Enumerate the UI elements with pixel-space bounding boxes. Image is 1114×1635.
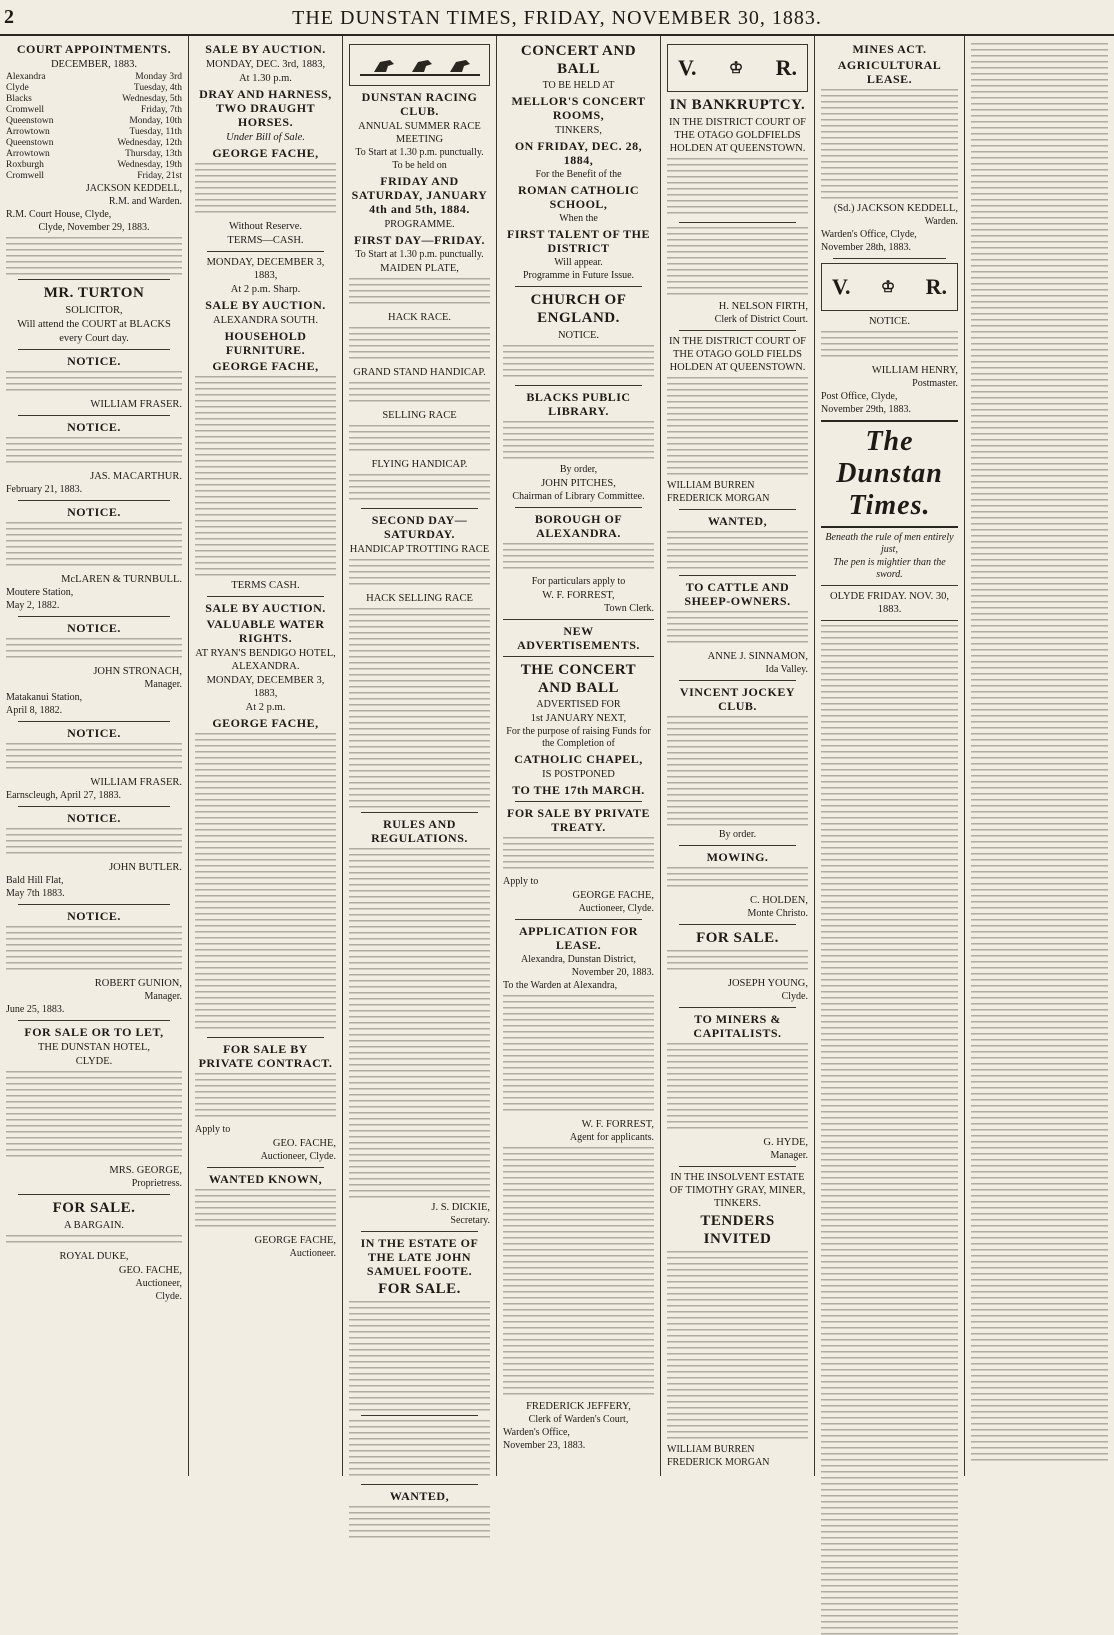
borough-apply: For particulars apply to xyxy=(531,576,626,587)
appointments-date: Clyde, November 29, 1883. xyxy=(38,222,150,233)
turton-line: Will attend the COURT at BLACKS xyxy=(17,319,171,330)
notice-date: Earnscleugh, April 27, 1883. xyxy=(6,790,121,801)
hotel-name: THE DUNSTAN HOTEL, xyxy=(37,1042,151,1053)
auction-body xyxy=(195,163,336,217)
royal-crest-icon: ♔ xyxy=(728,60,744,77)
hotel-signature: MRS. GEORGE, xyxy=(109,1165,182,1176)
library-by-order: By order, xyxy=(559,464,598,475)
miners-signature: G. HYDE, xyxy=(763,1137,808,1148)
horse-race-icon xyxy=(360,50,480,80)
agri-place: Warden's Office, Clyde, xyxy=(821,229,917,240)
secretary-title: Secretary. xyxy=(450,1215,490,1226)
turton-title: SOLICITOR, xyxy=(65,305,123,316)
vr-right: R. xyxy=(775,55,797,80)
appointments-signature-title: R.M. and Warden. xyxy=(108,196,182,207)
appointment-date: Wednesday, 5th xyxy=(122,94,182,104)
wanted-heading: WANTED, xyxy=(389,1489,450,1503)
church-body xyxy=(503,345,654,381)
forsale-signature: GEO. FACHE, xyxy=(118,1265,182,1276)
auction-place: ALEXANDRA SOUTH. xyxy=(213,315,318,326)
auction-subtitle: Under Bill of Sale. xyxy=(226,132,305,143)
jockey-body xyxy=(667,716,808,826)
private-treaty-body xyxy=(503,837,654,873)
insolvent-heading: IN THE INSOLVENT ESTATE OF TIMOTHY GRAY, MINER, TINKERS. xyxy=(669,1172,806,1209)
column-2 xyxy=(188,36,342,1476)
notice-body xyxy=(6,926,182,974)
notice-place: Bald Hill Flat, xyxy=(6,875,64,886)
library-body xyxy=(503,421,654,461)
bankruptcy2-court: IN THE DISTRICT COURT OF THE OTAGO GOLD FIELDS HOLDEN AT QUEENSTOWN. xyxy=(668,336,807,373)
lease-to: To the Warden at Alexandra, xyxy=(503,980,618,991)
race-day-2: SECOND DAY—SATURDAY. xyxy=(371,513,468,541)
wanted-body xyxy=(195,1189,336,1231)
vr-signature-title: Postmaster. xyxy=(912,378,958,389)
appointment-row xyxy=(6,160,182,171)
hotel-signature-title: Proprietress. xyxy=(131,1178,182,1189)
race-start-time: To Start at 1.30 p.m. punctually. xyxy=(355,249,484,260)
notice-body xyxy=(6,371,182,395)
auction-cash: TERMS—CASH. xyxy=(227,235,304,246)
appointment-row xyxy=(6,105,182,116)
race-event-body xyxy=(349,425,490,455)
notice-place: Moutere Station, xyxy=(6,587,74,598)
jockey-heading: VINCENT JOCKEY CLUB. xyxy=(679,685,796,713)
concert2-new-date: TO THE 17th MARCH. xyxy=(512,783,645,797)
notice-date: February 21, 1883. xyxy=(6,484,83,495)
auction-terms: TERMS CASH. xyxy=(231,580,300,591)
race-event: HACK SELLING RACE xyxy=(366,593,473,604)
appointment-row xyxy=(6,138,182,149)
creditors-signature-2: FREDERICK MORGAN xyxy=(667,493,770,504)
notice-signature: ROBERT GUNION, xyxy=(94,978,182,989)
appointment-row xyxy=(6,171,182,182)
race-event-body xyxy=(349,559,490,589)
race-held-on: To be held on xyxy=(392,160,447,171)
race-event-body xyxy=(349,382,490,406)
mines-heading: MINES ACT. xyxy=(852,42,927,56)
race-event: HANDICAP TROTTING RACE xyxy=(349,544,490,555)
appointments-place: R.M. Court House, Clyde, xyxy=(6,209,112,220)
mowing-place: Monte Christo. xyxy=(747,908,808,919)
lease-body xyxy=(503,995,654,1115)
royal-crest-box xyxy=(667,44,808,92)
auction-date: MONDAY, DEC. 3rd, 1883, xyxy=(205,59,326,70)
agri-heading: AGRICULTURAL LEASE. xyxy=(837,58,942,86)
wanted-body xyxy=(349,1506,490,1542)
lease-place: Alexandra, Dunstan District, xyxy=(521,954,636,965)
auction-time: At 2 p.m. xyxy=(245,702,286,713)
concert2-heading: THE CONCERT AND BALL xyxy=(520,662,637,696)
appointment-place: Alexandra xyxy=(6,72,46,82)
editorial-body xyxy=(821,625,958,1635)
notice-place: Matakanui Station, xyxy=(6,692,83,703)
paper-motto: Beneath the rule of men entirely just, xyxy=(825,532,954,555)
cattle-signature: ANNE J. SINNAMON, xyxy=(707,651,808,662)
notice-title: Manager. xyxy=(144,991,182,1002)
rules-body xyxy=(349,848,490,1198)
new-ads-heading: NEW ADVERTISEMENTS. xyxy=(517,624,640,652)
auction-terms: Without Reserve. xyxy=(228,221,303,232)
private-treaty-apply: Apply to xyxy=(503,876,539,887)
bankruptcy-body xyxy=(667,158,808,218)
notice-heading: NOTICE. xyxy=(67,354,121,368)
private-treaty-heading: FOR SALE BY PRIVATE TREATY. xyxy=(507,806,650,834)
concert2-purpose: For the purpose of raising Funds for the Completion of xyxy=(506,726,651,749)
private-treaty-signature: GEORGE FACHE, xyxy=(572,890,654,901)
appointments-note xyxy=(6,237,182,275)
forsale-heading: FOR SALE. xyxy=(696,930,779,946)
rules-heading: RULES AND REGULATIONS. xyxy=(371,817,468,845)
notice-heading: NOTICE. xyxy=(67,726,121,740)
concert2-advertised: ADVERTISED FOR xyxy=(536,699,621,710)
bankruptcy-signature-title: Clerk of District Court. xyxy=(714,314,808,325)
column-1 xyxy=(0,36,188,1476)
forsale-place: Clyde. xyxy=(155,1291,182,1302)
vr-notice-heading: NOTICE. xyxy=(868,316,911,327)
vr-notice-body xyxy=(821,331,958,361)
agri-date: November 28th, 1883. xyxy=(821,242,911,253)
private-treaty-signature-title: Auctioneer, Clyde. xyxy=(578,903,654,914)
vr-signature: WILLIAM HENRY, xyxy=(871,365,958,376)
race-start-time: To Start at 1.30 p.m. punctually. xyxy=(355,147,484,158)
auctioneer-name: GEORGE FACHE, xyxy=(212,146,319,160)
auction-body xyxy=(195,733,336,1033)
appointment-row xyxy=(6,116,182,127)
appointment-row xyxy=(6,83,182,94)
jockey-by-order: By order. xyxy=(718,829,757,840)
miners-signature-title: Manager. xyxy=(770,1150,808,1161)
concert-date: ON FRIDAY, DEC. 28, 1884, xyxy=(514,139,643,167)
notice-heading: NOTICE. xyxy=(67,420,121,434)
appointment-place: Queenstown xyxy=(6,116,54,126)
lease-date: November 20, 1883. xyxy=(571,967,654,978)
notice-body xyxy=(349,1420,490,1480)
concert-place: TINKERS, xyxy=(555,125,602,136)
agri-signature-title: Warden. xyxy=(924,216,958,227)
appointment-date: Monday, 10th xyxy=(129,116,182,126)
bankruptcy-heading: IN BANKRUPTCY. xyxy=(669,97,806,113)
agri-body xyxy=(821,89,958,199)
concert2-chapel: CATHOLIC CHAPEL, xyxy=(514,752,643,766)
concert-benefit: For the Benefit of the xyxy=(535,169,622,180)
appointment-date: Tuesday, 4th xyxy=(133,83,182,93)
mowing-body xyxy=(667,867,808,891)
forsale-heading: FOR SALE. xyxy=(52,1200,136,1216)
notice-heading: NOTICE. xyxy=(67,811,121,825)
royal-crest-icon: ♔ xyxy=(880,279,896,296)
notice-body xyxy=(6,743,182,773)
tenders-heading: TENDERS INVITED xyxy=(700,1213,775,1247)
vr-place: Post Office, Clyde, xyxy=(821,391,898,402)
borough-body xyxy=(503,543,654,573)
auction-date: MONDAY, DECEMBER 3, 1883, xyxy=(206,257,325,281)
private-sale-heading: FOR SALE BY PRIVATE CONTRACT. xyxy=(198,1042,333,1070)
appointment-row xyxy=(6,94,182,105)
secretary-name: J. S. DICKIE, xyxy=(431,1202,490,1213)
auctioneer-name: GEORGE FACHE, xyxy=(212,716,319,730)
notice-signature: JOHN STRONACH, xyxy=(93,666,182,677)
race-club-title: DUNSTAN RACING CLUB. xyxy=(361,90,478,118)
library-heading: BLACKS PUBLIC LIBRARY. xyxy=(526,390,631,418)
turton-heading: MR. TURTON xyxy=(43,285,145,301)
appointment-date: Friday, 21st xyxy=(137,171,182,181)
concert2-postponed: IS POSTPONED xyxy=(542,769,615,780)
page-title: THE DUNSTAN TIMES, FRIDAY, NOVEMBER 30, 1883. xyxy=(292,7,822,29)
race-event: MAIDEN PLATE, xyxy=(380,263,459,274)
forsale-signature-title: Auctioneer, xyxy=(135,1278,182,1289)
race-subtitle: ANNUAL SUMMER RACE MEETING xyxy=(358,121,481,145)
vr-date: November 29th, 1883. xyxy=(821,404,911,415)
mowing-signature: C. HOLDEN, xyxy=(749,895,808,906)
appointment-place: Cromwell xyxy=(6,171,44,181)
concert-talent: FIRST TALENT OF THE DISTRICT xyxy=(507,227,650,255)
notice-signature: McLAREN & TURNBULL. xyxy=(61,574,182,585)
notice-body xyxy=(6,828,182,858)
race-event: GRAND STAND HANDICAP. xyxy=(353,367,486,378)
column-7 xyxy=(964,36,1114,1476)
bankruptcy-notice-body xyxy=(667,227,808,297)
notice-signature: JAS. MACARTHUR. xyxy=(90,471,182,482)
agri-signature: (Sd.) JACKSON KEDDELL, xyxy=(833,203,958,214)
appointment-place: Arrowtown xyxy=(6,149,50,159)
miners-body xyxy=(667,1043,808,1133)
editorial-dateline: OLYDE FRIDAY. NOV. 30, 1883. xyxy=(830,591,949,615)
private-sale-signature-title: Auctioneer, Clyde. xyxy=(260,1151,336,1162)
auction-title: VALUABLE WATER RIGHTS. xyxy=(206,617,325,645)
notice-date: May 7th 1883. xyxy=(6,888,65,899)
borough-signature-title: Town Clerk. xyxy=(604,603,654,614)
notice-date: May 2, 1882. xyxy=(6,600,60,611)
notice-body xyxy=(6,437,182,467)
appointment-place: Arrowtown xyxy=(6,127,50,137)
lease2-date: November 23, 1883. xyxy=(503,1440,586,1451)
auction-heading: SALE BY AUCTION. xyxy=(205,42,326,56)
auction-place: AT RYAN'S BENDIGO HOTEL, ALEXANDRA. xyxy=(195,648,336,672)
race-day-1: FIRST DAY—FRIDAY. xyxy=(354,233,485,247)
private-sale-signature: GEO. FACHE, xyxy=(272,1138,336,1149)
race-dates: FRIDAY AND SATURDAY, JANUARY 4th and 5th, 1884. xyxy=(351,174,488,216)
race-programme: PROGRAMME. xyxy=(384,219,455,230)
notice-body xyxy=(6,638,182,662)
estate-forsale-heading: FOR SALE. xyxy=(378,1281,461,1297)
forsale-body xyxy=(6,1235,182,1247)
notice-heading: NOTICE. xyxy=(67,621,121,635)
paper-name: The Dunstan Times. xyxy=(836,426,943,521)
miners-heading: TO MINERS & CAPITALISTS. xyxy=(693,1012,782,1040)
race-event: FLYING HANDICAP. xyxy=(371,459,468,470)
column-3 xyxy=(342,36,496,1503)
forsale-place: Clyde. xyxy=(781,991,808,1002)
editorial-body-continued xyxy=(971,43,1108,1463)
wanted-signature: GEORGE FACHE, xyxy=(254,1235,336,1246)
notice-heading: NOTICE. xyxy=(67,505,121,519)
appointments-signature: JACKSON KEDDELL, xyxy=(85,183,182,194)
hotel-heading: FOR SALE OR TO LET, xyxy=(24,1025,164,1039)
appointments-list xyxy=(6,72,182,182)
creditors-signature-1: WILLIAM BURREN xyxy=(667,480,755,491)
concert-when: When the xyxy=(559,213,598,224)
turton-line-2: every Court day. xyxy=(59,333,129,344)
vr-right: R. xyxy=(925,274,947,299)
borough-heading: BOROUGH OF ALEXANDRA. xyxy=(534,512,623,540)
appointment-date: Monday 3rd xyxy=(135,72,182,82)
forsale-signature: JOSEPH YOUNG, xyxy=(727,978,808,989)
paper-motto-2: The pen is mightier than the sword. xyxy=(833,557,946,580)
library-signature-title: Chairman of Library Committee. xyxy=(512,491,645,502)
appointment-date: Wednesday, 12th xyxy=(117,138,182,148)
race-event: HACK RACE. xyxy=(387,312,451,323)
appointment-place: Roxburgh xyxy=(6,160,44,170)
estate-body xyxy=(349,1301,490,1411)
column-6 xyxy=(814,36,964,1476)
forsale-item: ROYAL DUKE, xyxy=(59,1251,129,1262)
estate-heading: IN THE ESTATE OF THE LATE JOHN SAMUEL FOOTE. xyxy=(360,1236,479,1278)
concert-programme: Programme in Future Issue. xyxy=(522,270,635,281)
appointment-date: Tuesday, 11th xyxy=(129,127,182,137)
auction-title: DRAY AND HARNESS, TWO DRAUGHT HORSES. xyxy=(199,87,332,129)
wanted-heading: WANTED, xyxy=(707,514,768,528)
notice-body xyxy=(6,522,182,570)
lease-body xyxy=(503,1147,654,1397)
race-event-body xyxy=(349,278,490,308)
church-heading: CHURCH OF ENGLAND. xyxy=(530,292,627,326)
tenders-signature-2: FREDERICK MORGAN xyxy=(667,1457,770,1468)
wanted-signature-title: Auctioneer. xyxy=(289,1248,336,1259)
forsale-sub: A BARGAIN. xyxy=(63,1220,125,1231)
cattle-body xyxy=(667,611,808,647)
auction-title: HOUSEHOLD FURNITURE. xyxy=(224,329,307,357)
concert-venue: MELLOR'S CONCERT ROOMS, xyxy=(511,94,646,122)
cattle-heading: TO CATTLE AND SHEEP-OWNERS. xyxy=(684,580,791,608)
page-header xyxy=(0,0,1114,36)
appointment-place: Queenstown xyxy=(6,138,54,148)
private-sale-apply: Apply to xyxy=(195,1124,231,1135)
notice-signature: WILLIAM FRASER. xyxy=(90,777,182,788)
forsale-body xyxy=(667,950,808,974)
notice-signature: JOHN BUTLER. xyxy=(109,862,182,873)
notice-heading: NOTICE. xyxy=(67,909,121,923)
notice-date: April 8, 1882. xyxy=(6,705,63,716)
appointments-heading: COURT APPOINTMENTS. xyxy=(16,42,172,56)
lease-signature-title: Agent for applicants. xyxy=(569,1132,654,1143)
tenders-signature-1: WILLIAM BURREN xyxy=(667,1444,755,1455)
appointments-month: DECEMBER, 1883. xyxy=(50,59,138,70)
auction-time: At 2 p.m. Sharp. xyxy=(230,284,301,295)
auction-heading: SALE BY AUCTION. xyxy=(205,298,326,312)
notice-title: Manager. xyxy=(144,679,182,690)
race-event: SELLING RACE xyxy=(382,410,457,421)
lease-heading: APPLICATION FOR LEASE. xyxy=(519,924,638,952)
appointment-place: Cromwell xyxy=(6,105,44,115)
column-4 xyxy=(496,36,660,1476)
concert-school: ROMAN CATHOLIC SCHOOL, xyxy=(517,183,640,211)
concert2-date: 1st JANUARY NEXT, xyxy=(530,713,627,724)
lease2-signature-title: Clerk of Warden's Court, xyxy=(528,1414,629,1425)
paper-masthead xyxy=(821,420,958,528)
bankruptcy-court: IN THE DISTRICT COURT OF THE OTAGO GOLDFIELDS HOLDEN AT QUEENSTOWN. xyxy=(668,117,807,154)
royal-crest-box xyxy=(821,263,958,311)
concert-heading: CONCERT AND BALL xyxy=(520,43,637,77)
auction-heading: SALE BY AUCTION. xyxy=(205,601,326,615)
appointment-row xyxy=(6,72,182,83)
race-event-body xyxy=(349,608,490,808)
borough-signature: W. F. FORREST, xyxy=(542,590,615,601)
appointment-date: Wednesday, 19th xyxy=(117,160,182,170)
lease2-place: Warden's Office, xyxy=(503,1427,570,1438)
hotel-body xyxy=(6,1071,182,1161)
auctioneer-name: GEORGE FACHE, xyxy=(212,359,319,373)
wanted-body xyxy=(667,531,808,571)
column-5 xyxy=(660,36,814,1476)
vr-left: V. xyxy=(832,274,851,299)
lease-signature: W. F. FORREST, xyxy=(581,1119,654,1130)
auction-body xyxy=(195,376,336,576)
auction-time: At 1.30 p.m. xyxy=(239,73,292,84)
concert-appear: Will appear. xyxy=(554,257,603,268)
appointment-row xyxy=(6,149,182,160)
page-number: 2 xyxy=(4,6,14,28)
bankruptcy2-body xyxy=(667,377,808,477)
library-signature: JOHN PITCHES, xyxy=(541,478,616,489)
mowing-heading: MOWING. xyxy=(706,850,769,864)
concert-held: TO BE HELD AT xyxy=(542,80,615,91)
race-event-body xyxy=(349,474,490,504)
appointment-row xyxy=(6,127,182,138)
wanted-heading: WANTED KNOWN, xyxy=(208,1172,323,1186)
tenders-body xyxy=(667,1251,808,1441)
appointment-place: Clyde xyxy=(6,83,29,93)
race-event-body xyxy=(349,327,490,363)
appointment-date: Friday, 7th xyxy=(140,105,182,115)
notice-signature: WILLIAM FRASER. xyxy=(90,399,182,410)
cattle-place: Ida Valley. xyxy=(765,664,808,675)
vr-left: V. xyxy=(678,55,697,80)
lease2-signature: FREDERICK JEFFERY, xyxy=(526,1401,631,1412)
auction-date: MONDAY, DECEMBER 3, 1883, xyxy=(206,675,325,699)
church-notice: NOTICE. xyxy=(557,330,600,341)
appointment-place: Blacks xyxy=(6,94,32,104)
bankruptcy-signature: H. NELSON FIRTH, xyxy=(718,301,808,312)
notice-date: June 25, 1883. xyxy=(6,1004,65,1015)
race-banner xyxy=(349,44,490,86)
hotel-place: CLYDE. xyxy=(75,1056,113,1067)
private-sale-body xyxy=(195,1073,336,1121)
appointment-date: Thursday, 13th xyxy=(125,149,182,159)
